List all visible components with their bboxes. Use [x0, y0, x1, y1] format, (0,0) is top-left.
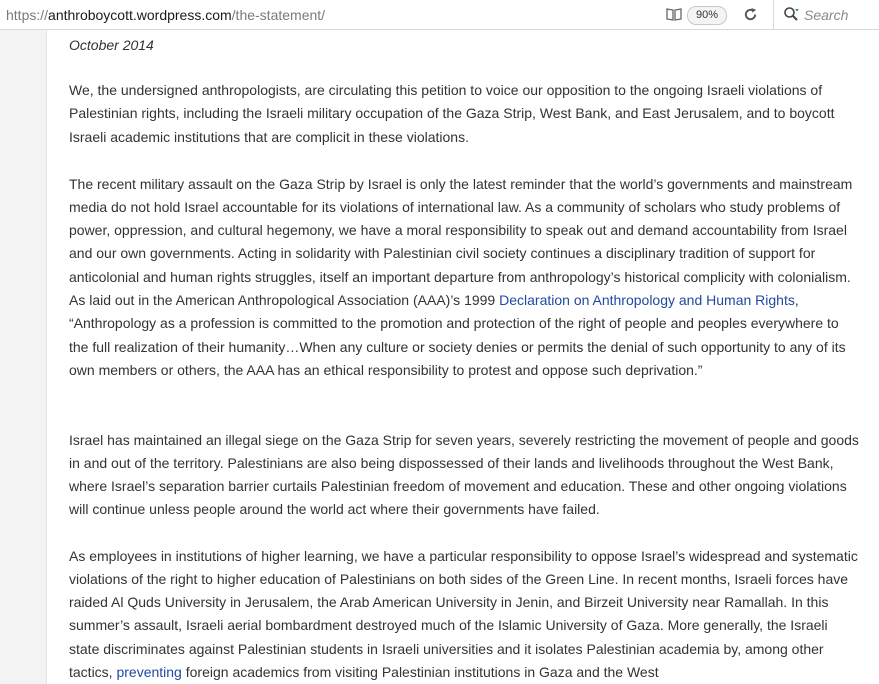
search-box[interactable]	[775, 0, 879, 30]
url-path: /the-statement/	[231, 7, 326, 23]
paragraph-3: Israel has maintained an illegal siege on the Gaza Strip for seven years, severely restricting the movement of people and goods in and out of the territory. Palestinians are also being dispossessed of their lands and livelihoods throughout the West Bank, where Israel’s separation barrier curtails Palestinian freedom of movement and education. These and other ongoing violations will continue unless people around the world act where their governments have failed.	[69, 431, 859, 518]
zoom-level-button[interactable]: 90%	[687, 6, 727, 25]
paragraph-4-text-a: As employees in institutions of higher learning, we have a particular responsibility to oppose Israel’s widespread and systematic violations of the right to higher education of Palestinians on both sides of the Green Line. In recent months, Israeli forces have raided Al Quds University in Jerusalem, the Arab American University in Jenin, and Birzeit University near Ramallah. In this summer’s assault, Israeli aerial bombardment destroyed much of the Islamic University of Gaza. More generally, the Israeli state discriminates against Palestinian students in Israeli universities and it isolates Palestinian academia by, among other tactics,	[69, 547, 858, 680]
url-text[interactable]	[6, 7, 325, 23]
reader-view-icon[interactable]	[666, 7, 682, 21]
paragraph-4	[69, 545, 859, 684]
url-prefix: https://	[6, 7, 49, 23]
address-bar[interactable]	[0, 0, 774, 30]
paragraph-1: We, the undersigned anthropologists, are circulating this petition to voice our opposition to the ongoing Israeli violations of Palestinian rights, including the Israeli military occupation of the Gaza Strip, West Bank, and East Jerusalem, and to boycott Israeli academic institutions that are complicit in these violations.	[69, 82, 835, 145]
browser-toolbar	[0, 0, 879, 30]
paragraph-2-text-a: The recent military assault on the Gaza Strip by Israel is only the latest reminder that the world’s governments and mainstream media do not hold Israel accountable for its violations of international law. As a community of scholars who study problems of power, oppression, and cultural hegemony, we have a moral responsibility to speak out and demand accountability from Israel and our own governments. Acting in solidarity with Palestinian civil society continues a disciplinary tradition of support for anticolonial and human rights struggles, itself an important departure from anthropology’s historical complicity with colonialism. As laid out in the American Anthropological Association (AAA)’s 1999	[69, 175, 853, 308]
paragraph-2	[69, 173, 859, 383]
article-date: October 2014	[69, 37, 154, 53]
search-icon	[783, 6, 801, 22]
paragraph-4-text-b: foreign academics from visiting Palestinian institutions in Gaza and the West	[181, 663, 659, 680]
declaration-link[interactable]: Declaration on Anthropology and Human Rights	[499, 291, 795, 308]
paragraph-2-text-b: , “Anthropology as a profession is committed to the promotion and protection of the right of people and peoples everywhere to the full realization of their humanity…When any culture or society denies or permits the denial of such opportunity to any of its own members or others, the AAA has an ethical responsibility to protest and oppose such deprivation.”	[69, 291, 846, 378]
reload-icon[interactable]	[743, 7, 758, 22]
article-content	[46, 30, 879, 684]
search-placeholder: Search	[804, 7, 849, 23]
url-host: anthroboycott.wordpress.com	[48, 7, 232, 23]
preventing-link[interactable]: preventing	[116, 663, 182, 680]
